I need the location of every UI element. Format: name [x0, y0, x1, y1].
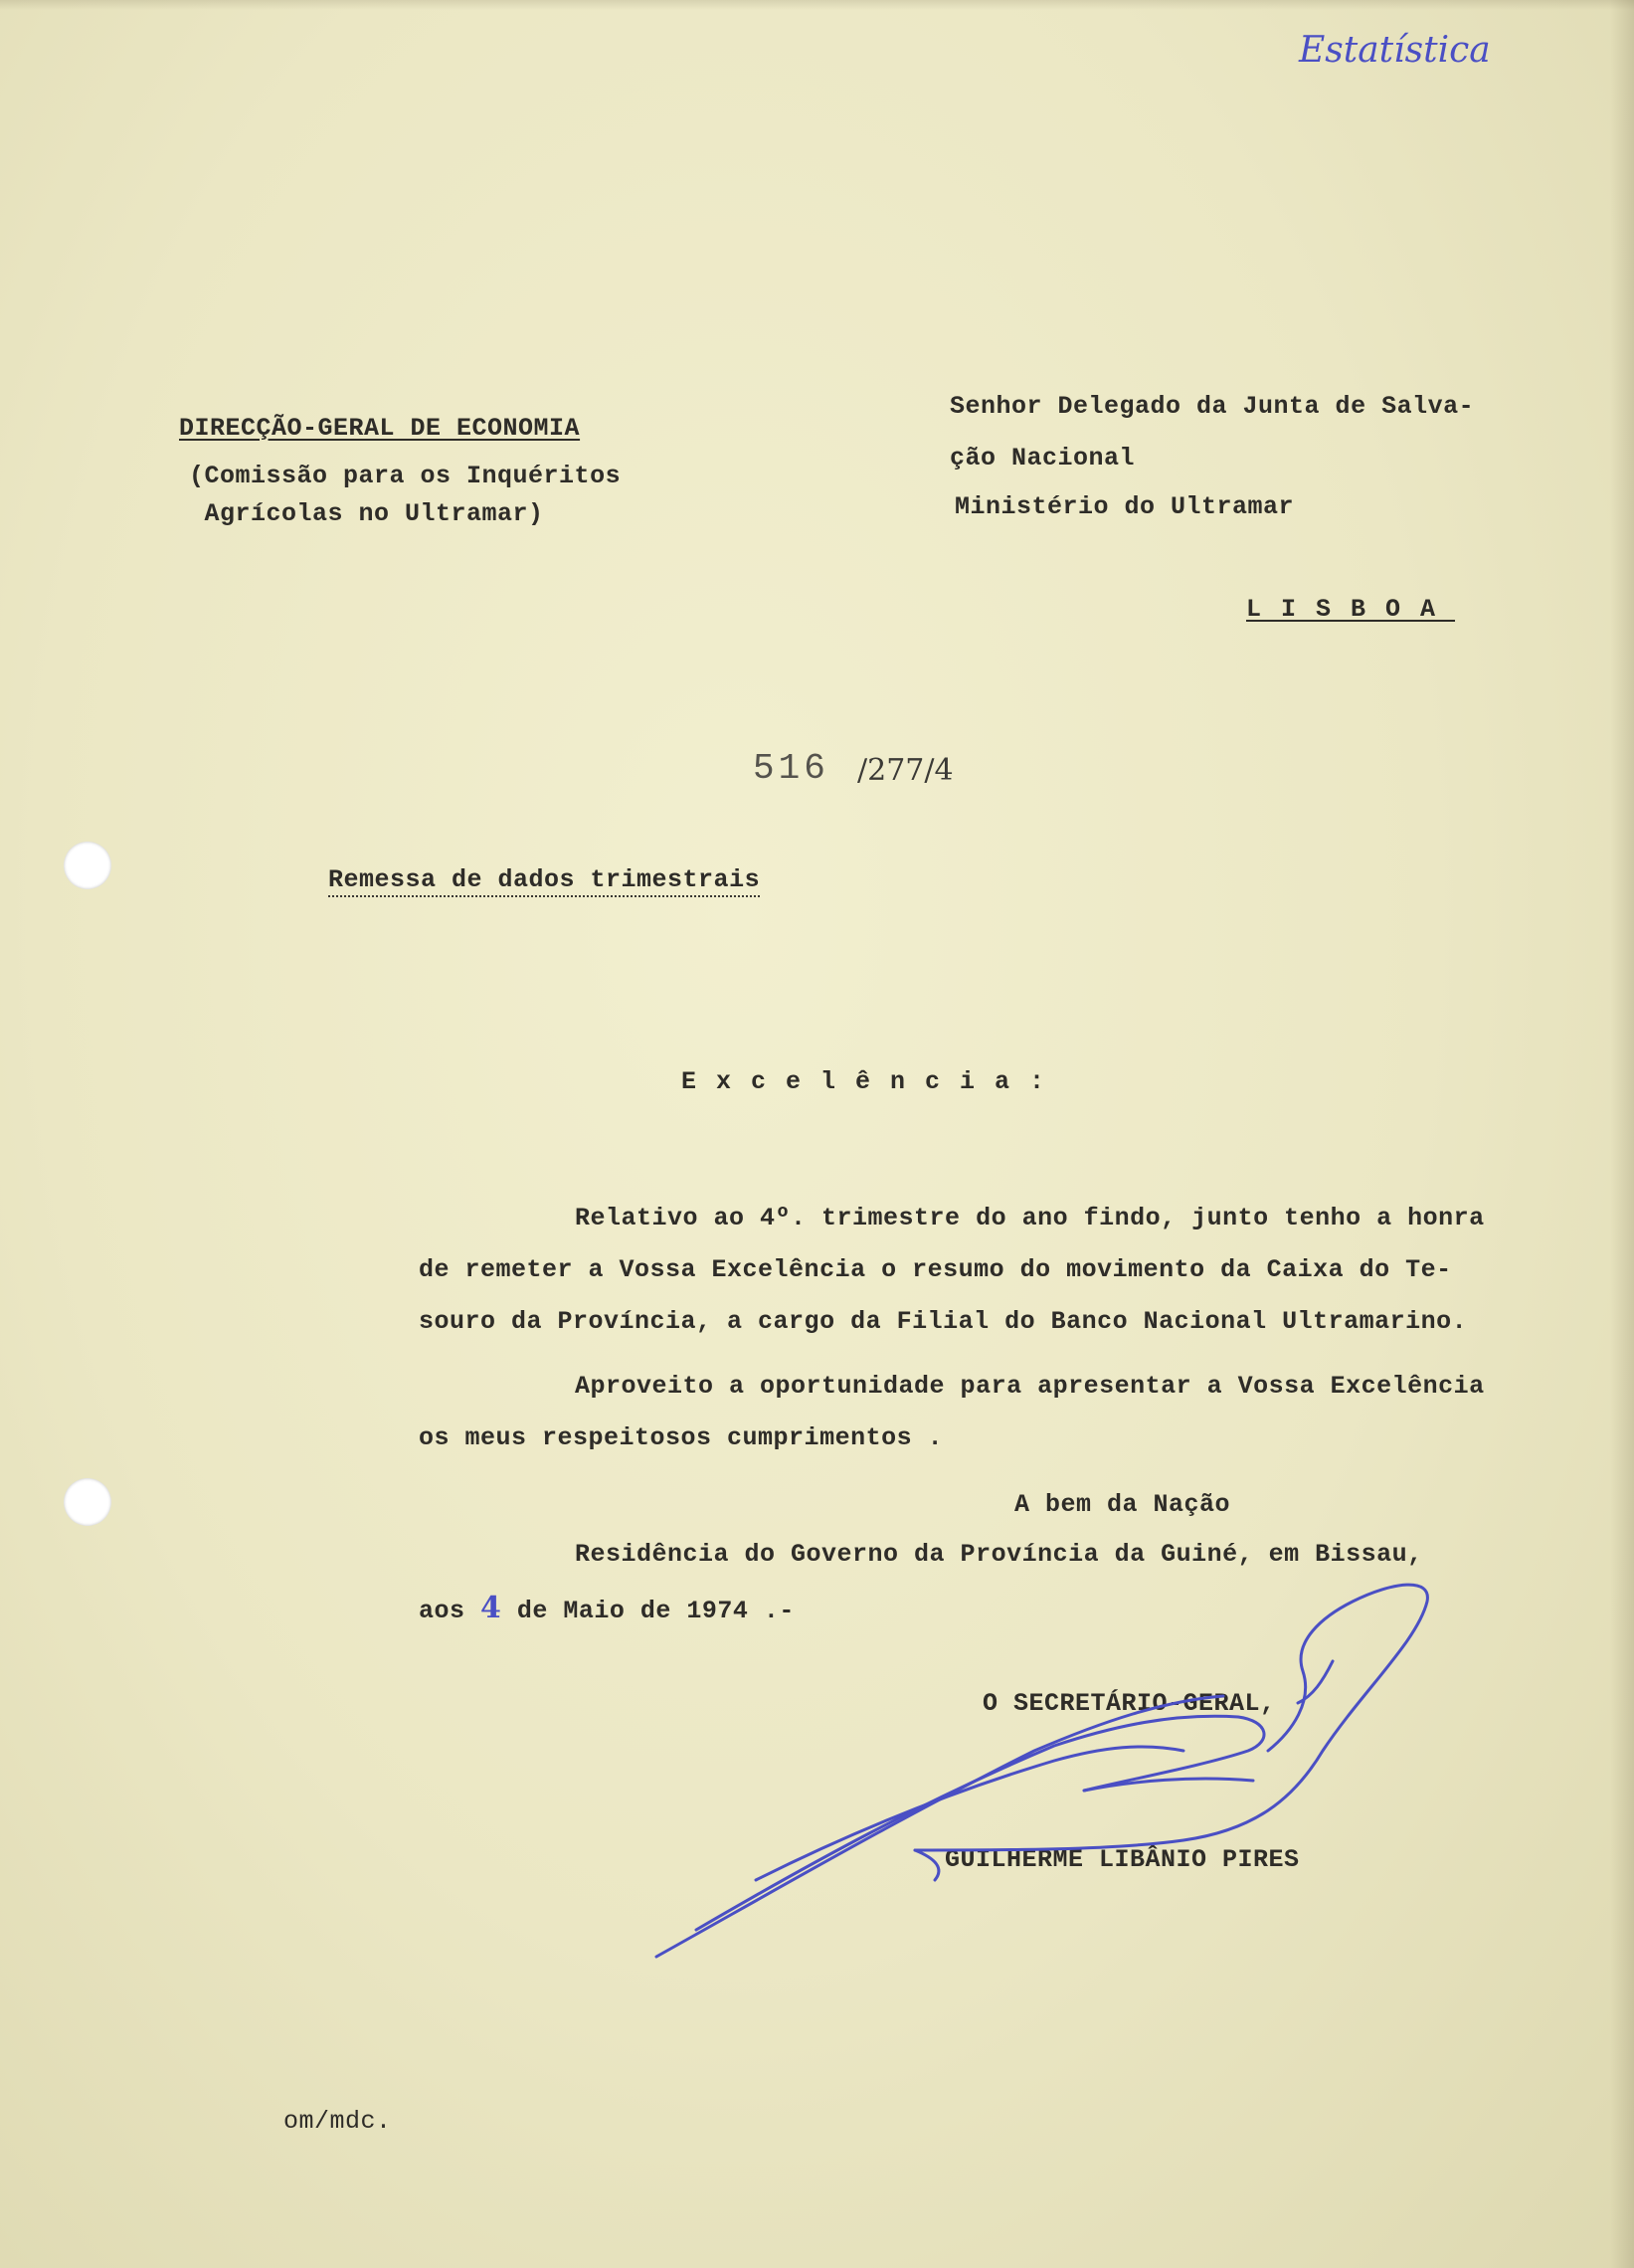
body-paragraph1-line3: souro da Província, a cargo da Filial do Banco Nacional Ultramarino. [419, 1307, 1468, 1336]
handwritten-annotation: Estatística [1299, 30, 1491, 71]
date-prefix: aos [419, 1597, 481, 1625]
body-paragraph2-line1: Aproveito a oportunidade para apresentar a Vossa Excelência [575, 1372, 1485, 1401]
recipient-line3: Ministério do Ultramar [955, 492, 1295, 521]
body-paragraph1-line1: Relativo ao 4º. trimestre do ano findo, junto tenho a honra [575, 1204, 1485, 1232]
recipient-city: LISBOA [1246, 595, 1456, 624]
closing-place: Residência do Governo da Província da Guiné, em Bissau, [575, 1540, 1423, 1569]
reference-handwritten: /277/4 [857, 753, 954, 788]
closing-motto: A bem da Nação [1014, 1490, 1231, 1519]
reference-number: 516 [753, 748, 829, 789]
recipient-line1: Senhor Delegado da Junta de Salva- [950, 392, 1475, 421]
salutation: Excelência: [681, 1067, 1065, 1096]
typist-initials: om/mdc. [283, 2107, 392, 2136]
signatory-title: O SECRETÁRIO-GERAL, [983, 1689, 1276, 1718]
sender-department: DIRECÇÃO-GERAL DE ECONOMIA [179, 414, 581, 443]
sender-commission-line2: Agrícolas no Ultramar) [189, 499, 544, 528]
date-suffix: de Maio de 1974 .- [501, 1597, 795, 1625]
signatory-name: GUILHERME LIBÂNIO PIRES [945, 1845, 1300, 1874]
sender-commission-line1: (Comissão para os Inquéritos [189, 462, 622, 490]
date-day-handwritten: 4 [480, 1591, 502, 1625]
body-paragraph2-line2: os meus respeitosos cumprimentos . [419, 1423, 944, 1452]
body-paragraph1-line2: de remeter a Vossa Excelência o resumo do movimento da Caixa do Te- [419, 1255, 1452, 1284]
subject-line: Remessa de dados trimestrais [328, 867, 760, 897]
recipient-line2: ção Nacional [950, 444, 1136, 472]
